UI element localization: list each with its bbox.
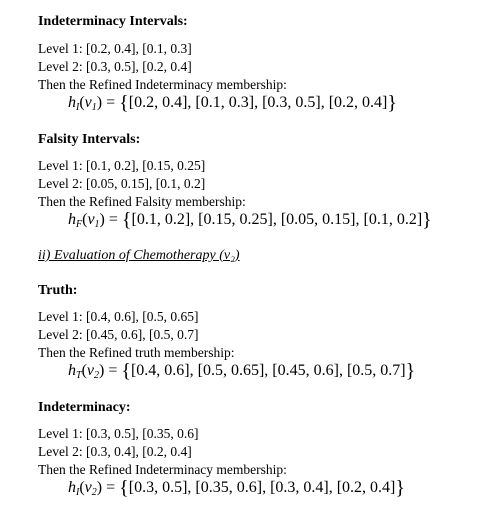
falsity-v1-formula: $h_F(v_1) = \{[0.1$, 0.2], [0.15, 0.25], [0.05, 0.15], [0.1, 0.2]}	[68, 209, 432, 231]
truth-level2: Level 2: [0.45, 0.6], [0.5, 0.7]	[38, 327, 199, 342]
falsity-then-text: Then the Refined Falsity membership:	[38, 194, 246, 209]
truth-v2-formula: $h_T(v_2) = \{[0.4$, 0.6], [0.5, 0.65], [0.45, 0.6], [0.5, 0.7]}	[68, 360, 416, 382]
indeterminacy-v2-formula: $h_I(v_2) = \{[0.3$, 0.5], [0.35, 0.6], [0.3, 0.4], [0.2, 0.4]}	[68, 477, 405, 499]
truth-then-text: Then the Refined truth membership:	[38, 345, 235, 360]
formula-intervals: [0.2, 0.4], [0.1, 0.3], [0.3, 0.5], [0.2, 0.4]	[128, 94, 388, 111]
indeterminacy-level1: Level 1: [0.2, 0.4], [0.1, 0.3]	[38, 41, 192, 56]
indeterminacy-v2-level2: Level 2: [0.3, 0.4], [0.2, 0.4]	[38, 444, 192, 459]
truth-heading: Truth:	[38, 283, 78, 298]
falsity-intervals-heading: Falsity Intervals:	[38, 132, 141, 147]
indeterminacy-v2-level1: Level 1: [0.3, 0.5], [0.35, 0.6]	[38, 426, 199, 441]
falsity-level1: Level 1: [0.1, 0.2], [0.15, 0.25]	[38, 158, 206, 173]
indeterminacy-level2: Level 2: [0.3, 0.5], [0.2, 0.4]	[38, 59, 192, 74]
indeterminacy-v2-then-text: Then the Refined Indeterminacy membership:	[38, 462, 287, 477]
section-title: ii) Evaluation of Chemotherapy (v₂)	[38, 248, 240, 263]
indeterminacy-v1-formula: $h_I(v_1) = \{[0.2$, 0.4], [0.1, 0.3], [0.3, 0.5], [0.2, 0.4]}	[68, 92, 397, 114]
indeterminacy-then-text: Then the Refined Indeterminacy membership:	[38, 77, 287, 92]
formula-intervals: [0.1, 0.2], [0.15, 0.25], [0.05, 0.15], [0.1, 0.2]	[131, 211, 423, 228]
formula-intervals: [0.4, 0.6], [0.5, 0.65], [0.45, 0.6], [0.5, 0.7]	[130, 362, 406, 379]
formula-intervals: [0.3, 0.5], [0.35, 0.6], [0.3, 0.4], [0.2, 0.4]	[128, 479, 396, 496]
falsity-level2: Level 2: [0.05, 0.15], [0.1, 0.2]	[38, 176, 206, 191]
truth-level1: Level 1: [0.4, 0.6], [0.5, 0.65]	[38, 309, 199, 324]
indeterminacy-v2-heading: Indeterminacy:	[38, 400, 131, 415]
indeterminacy-intervals-heading: Indeterminacy Intervals:	[38, 14, 188, 29]
